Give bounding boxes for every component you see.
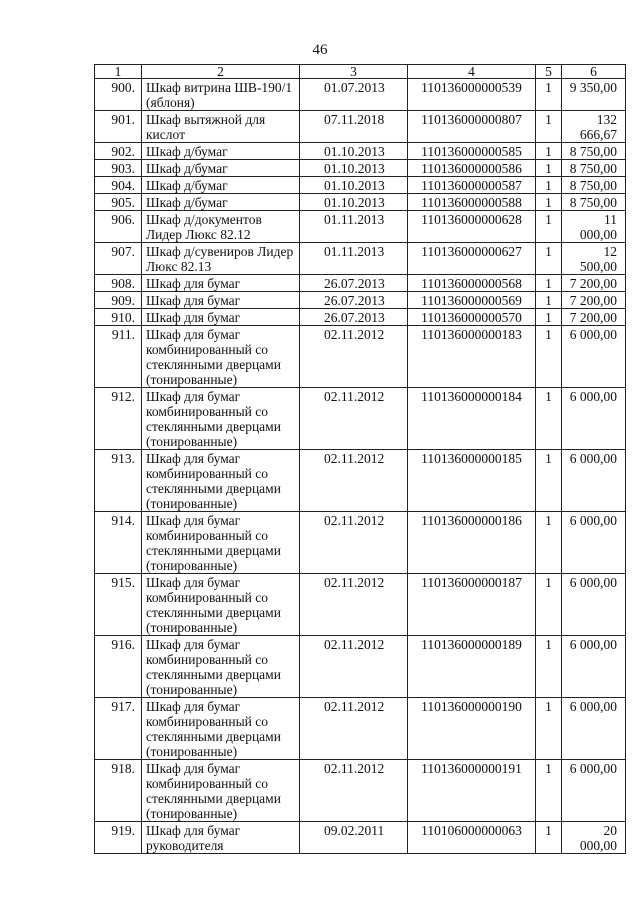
inventory-code: 110136000000189 — [408, 636, 536, 698]
table-row — [95, 450, 626, 512]
inventory-code: 110136000000183 — [408, 326, 536, 388]
item-name: Шкаф для бумаг комбинированный со стеклянными дверцами (тонированные) — [142, 760, 300, 822]
inventory-code: 110136000000627 — [408, 243, 536, 275]
quantity: 1 — [536, 275, 562, 292]
inventory-code: 110136000000569 — [408, 292, 536, 309]
cost-value: 20 000,00 — [562, 822, 626, 854]
acquisition-date: 01.10.2013 — [300, 143, 408, 160]
row-number: 911. — [95, 326, 142, 388]
cost-value: 6 000,00 — [562, 698, 626, 760]
quantity: 1 — [536, 309, 562, 326]
cost-value: 6 000,00 — [562, 512, 626, 574]
quantity: 1 — [536, 512, 562, 574]
acquisition-date: 02.11.2012 — [300, 388, 408, 450]
item-name: Шкаф для бумаг комбинированный со стеклянными дверцами (тонированные) — [142, 326, 300, 388]
item-name: Шкаф для бумаг — [142, 309, 300, 326]
row-number: 918. — [95, 760, 142, 822]
inventory-code: 110136000000588 — [408, 194, 536, 211]
table-row — [95, 292, 626, 309]
row-number: 919. — [95, 822, 142, 854]
quantity: 1 — [536, 822, 562, 854]
acquisition-date: 02.11.2012 — [300, 698, 408, 760]
row-number: 901. — [95, 111, 142, 143]
item-name: Шкаф для бумаг комбинированный со стеклянными дверцами (тонированные) — [142, 636, 300, 698]
acquisition-date: 09.02.2011 — [300, 822, 408, 854]
cost-value: 6 000,00 — [562, 326, 626, 388]
header-col-4: 4 — [408, 65, 536, 79]
header-col-2: 2 — [142, 65, 300, 79]
quantity: 1 — [536, 450, 562, 512]
inventory-code: 110136000000807 — [408, 111, 536, 143]
table-row — [95, 243, 626, 275]
cost-value: 12 500,00 — [562, 243, 626, 275]
table-row — [95, 512, 626, 574]
cost-value: 8 750,00 — [562, 177, 626, 194]
inventory-code: 110136000000587 — [408, 177, 536, 194]
row-number: 902. — [95, 143, 142, 160]
acquisition-date: 01.10.2013 — [300, 160, 408, 177]
cost-value: 6 000,00 — [562, 760, 626, 822]
acquisition-date: 01.10.2013 — [300, 194, 408, 211]
cost-value: 9 350,00 — [562, 79, 626, 111]
quantity: 1 — [536, 760, 562, 822]
table-row — [95, 177, 626, 194]
item-name: Шкаф д/документов Лидер Люкс 82.12 — [142, 211, 300, 243]
header-col-3: 3 — [300, 65, 408, 79]
quantity: 1 — [536, 160, 562, 177]
cost-value: 8 750,00 — [562, 160, 626, 177]
inventory-code: 110136000000628 — [408, 211, 536, 243]
row-number: 912. — [95, 388, 142, 450]
page-number: 46 — [312, 42, 328, 58]
cost-value: 8 750,00 — [562, 194, 626, 211]
table-row — [95, 636, 626, 698]
quantity: 1 — [536, 243, 562, 275]
inventory-code: 110136000000586 — [408, 160, 536, 177]
acquisition-date: 02.11.2012 — [300, 760, 408, 822]
cost-value: 132 666,67 — [562, 111, 626, 143]
item-name: Шкаф витрина ШВ-190/1 (яблоня) — [142, 79, 300, 111]
acquisition-date: 01.07.2013 — [300, 79, 408, 111]
item-name: Шкаф для бумаг руководителя — [142, 822, 300, 854]
row-number: 914. — [95, 512, 142, 574]
cost-value: 8 750,00 — [562, 143, 626, 160]
row-number: 913. — [95, 450, 142, 512]
item-name: Шкаф вытяжной для кислот — [142, 111, 300, 143]
acquisition-date: 01.11.2013 — [300, 243, 408, 275]
item-name: Шкаф для бумаг — [142, 275, 300, 292]
item-name: Шкаф д/бумаг — [142, 177, 300, 194]
quantity: 1 — [536, 292, 562, 309]
table-row — [95, 309, 626, 326]
cost-value: 6 000,00 — [562, 574, 626, 636]
item-name: Шкаф д/бумаг — [142, 194, 300, 211]
quantity: 1 — [536, 177, 562, 194]
table-row — [95, 143, 626, 160]
row-number: 906. — [95, 211, 142, 243]
table-row — [95, 574, 626, 636]
quantity: 1 — [536, 143, 562, 160]
inventory-code: 110106000000063 — [408, 822, 536, 854]
cost-value: 7 200,00 — [562, 292, 626, 309]
item-name: Шкаф для бумаг — [142, 292, 300, 309]
row-number: 900. — [95, 79, 142, 111]
quantity: 1 — [536, 211, 562, 243]
table-row — [95, 275, 626, 292]
quantity: 1 — [536, 574, 562, 636]
row-number: 905. — [95, 194, 142, 211]
inventory-code: 110136000000539 — [408, 79, 536, 111]
inventory-code: 110136000000185 — [408, 450, 536, 512]
acquisition-date: 02.11.2012 — [300, 574, 408, 636]
cost-value: 7 200,00 — [562, 275, 626, 292]
acquisition-date: 02.11.2012 — [300, 636, 408, 698]
cost-value: 6 000,00 — [562, 388, 626, 450]
inventory-table — [94, 64, 626, 854]
quantity: 1 — [536, 326, 562, 388]
table-row — [95, 79, 626, 111]
quantity: 1 — [536, 194, 562, 211]
table-row — [95, 388, 626, 450]
inventory-code: 110136000000184 — [408, 388, 536, 450]
item-name: Шкаф для бумаг комбинированный со стеклянными дверцами (тонированные) — [142, 512, 300, 574]
inventory-code: 110136000000186 — [408, 512, 536, 574]
row-number: 904. — [95, 177, 142, 194]
cost-value: 6 000,00 — [562, 450, 626, 512]
table-row — [95, 760, 626, 822]
acquisition-date: 01.11.2013 — [300, 211, 408, 243]
header-col-6: 6 — [562, 65, 626, 79]
row-number: 909. — [95, 292, 142, 309]
table-row — [95, 822, 626, 854]
item-name: Шкаф для бумаг комбинированный со стеклянными дверцами (тонированные) — [142, 450, 300, 512]
acquisition-date: 26.07.2013 — [300, 292, 408, 309]
item-name: Шкаф для бумаг комбинированный со стеклянными дверцами (тонированные) — [142, 388, 300, 450]
table-header-row — [95, 65, 626, 79]
acquisition-date: 02.11.2012 — [300, 512, 408, 574]
inventory-code: 110136000000191 — [408, 760, 536, 822]
row-number: 907. — [95, 243, 142, 275]
quantity: 1 — [536, 698, 562, 760]
table-row — [95, 211, 626, 243]
table-row — [95, 111, 626, 143]
table-row — [95, 194, 626, 211]
row-number: 910. — [95, 309, 142, 326]
acquisition-date: 26.07.2013 — [300, 275, 408, 292]
header-col-1: 1 — [95, 65, 142, 79]
item-name: Шкаф д/сувениров Лидер Люкс 82.13 — [142, 243, 300, 275]
row-number: 908. — [95, 275, 142, 292]
acquisition-date: 02.11.2012 — [300, 450, 408, 512]
row-number: 915. — [95, 574, 142, 636]
item-name: Шкаф для бумаг комбинированный со стеклянными дверцами (тонированные) — [142, 698, 300, 760]
inventory-code: 110136000000568 — [408, 275, 536, 292]
row-number: 916. — [95, 636, 142, 698]
header-col-5: 5 — [536, 65, 562, 79]
row-number: 903. — [95, 160, 142, 177]
quantity: 1 — [536, 79, 562, 111]
inventory-code: 110136000000190 — [408, 698, 536, 760]
quantity: 1 — [536, 111, 562, 143]
quantity: 1 — [536, 388, 562, 450]
inventory-code: 110136000000187 — [408, 574, 536, 636]
acquisition-date: 02.11.2012 — [300, 326, 408, 388]
inventory-code: 110136000000570 — [408, 309, 536, 326]
row-number: 917. — [95, 698, 142, 760]
acquisition-date: 26.07.2013 — [300, 309, 408, 326]
table-row — [95, 698, 626, 760]
table-row — [95, 326, 626, 388]
quantity: 1 — [536, 636, 562, 698]
item-name: Шкаф д/бумаг — [142, 160, 300, 177]
cost-value: 7 200,00 — [562, 309, 626, 326]
acquisition-date: 07.11.2018 — [300, 111, 408, 143]
table-row — [95, 160, 626, 177]
item-name: Шкаф для бумаг комбинированный со стеклянными дверцами (тонированные) — [142, 574, 300, 636]
acquisition-date: 01.10.2013 — [300, 177, 408, 194]
inventory-code: 110136000000585 — [408, 143, 536, 160]
item-name: Шкаф д/бумаг — [142, 143, 300, 160]
cost-value: 11 000,00 — [562, 211, 626, 243]
cost-value: 6 000,00 — [562, 636, 626, 698]
